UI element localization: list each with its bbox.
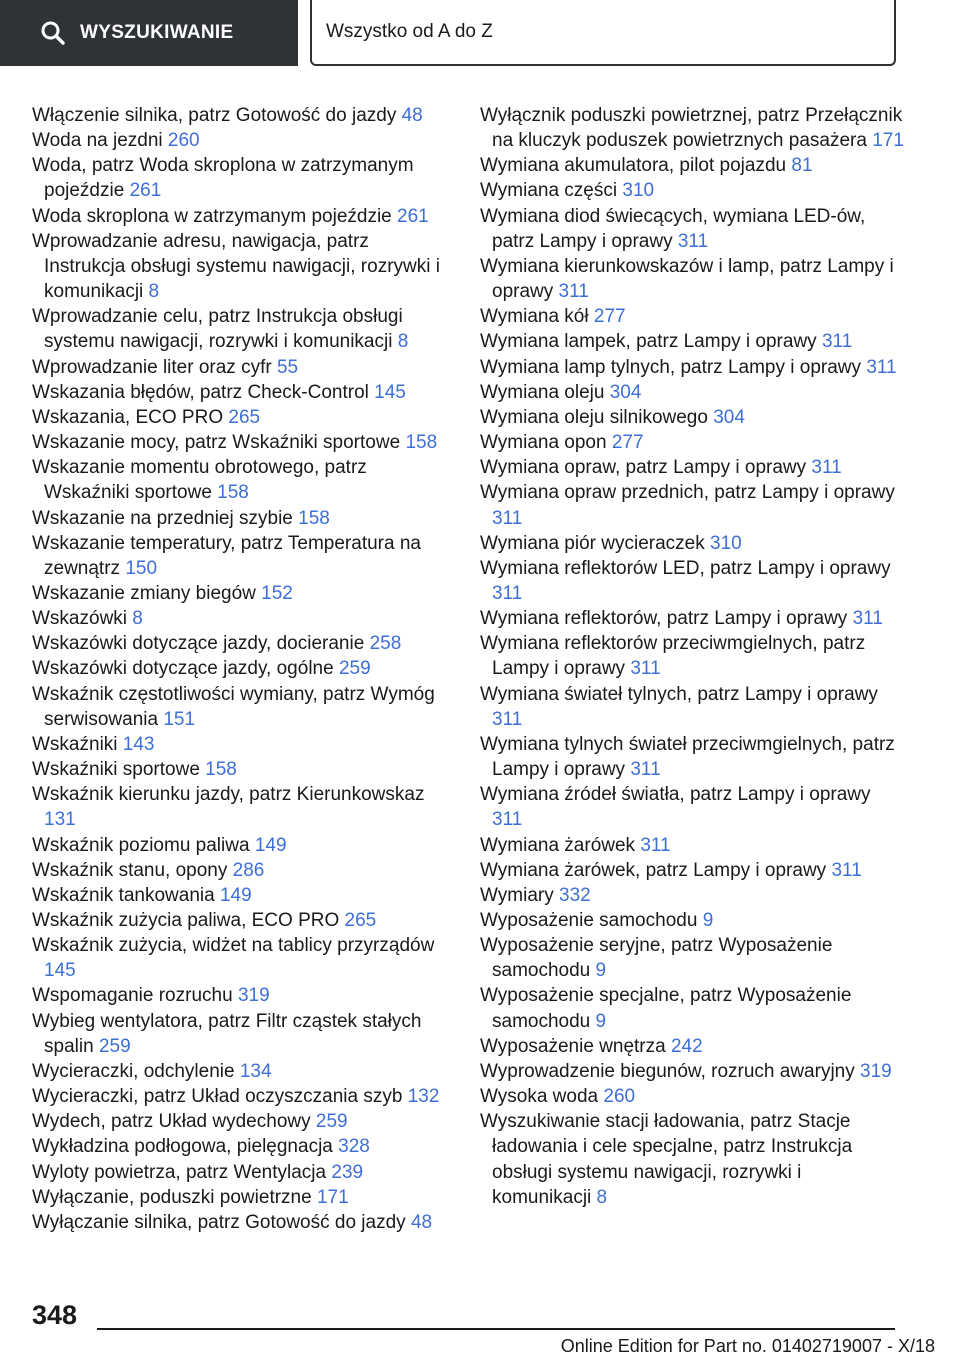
search-tab[interactable] [0,0,298,66]
page-reference-link[interactable]: 9 [595,960,607,982]
index-entry [480,430,905,455]
index-entry [480,355,905,380]
index-entry [480,405,905,430]
edition-footer: Online Edition for Part no. 01402719007 - X/18 [560,1336,935,1356]
index-entry-text: Wyłączanie, poduszki powietrzne [32,1186,312,1208]
index-entry [32,506,452,531]
index-entry-text: Wymiary [480,884,554,906]
index-entry-text: Wprowadzanie celu, patrz Instrukcja obsługi systemu nawigacji, rozrywki i komunikacji [32,306,403,353]
index-entry-text: Woda, patrz Woda skroplona w zatrzymanym pojeździe [32,155,414,202]
page-reference-link[interactable]: 311 [630,658,661,680]
index-entry-text: Wymiana lamp tylnych, patrz Lampy i oprawy [480,356,862,378]
page-reference-link[interactable]: 258 [369,633,402,655]
index-entry-text: Wskaźnik zużycia, widżet na tablicy przyrządów [32,935,435,957]
page-reference-link[interactable]: 261 [397,205,429,227]
index-entry [480,983,905,1033]
page-reference-link[interactable]: 239 [331,1161,364,1183]
index-entry-text: Woda skroplona w zatrzymanym pojeździe [32,205,392,227]
index-entry [480,531,905,556]
index-entry [480,933,905,983]
search-icon [40,20,66,46]
page-reference-link[interactable]: 319 [237,985,270,1007]
index-entry [32,1009,452,1059]
index-entry-text: Wskazanie na przedniej szybie [32,507,293,529]
index-entry [32,405,452,430]
index-entry-text: Wspomaganie rozruchu [32,985,233,1007]
index-entry-text: Wyprowadzenie biegunów, rozruch awaryjny [480,1060,855,1082]
index-entry [480,732,905,782]
index-column-left [32,103,452,1235]
index-entry [32,682,452,732]
page-reference-link[interactable]: 9 [702,910,714,931]
index-entry [480,103,905,153]
index-entry-text: Wyszukiwanie stacji ładowania, patrz Stacje ładowania i cele specjalne, patrz Instrukcja obsługi systemu nawigacji, rozrywki i komunikacji [480,1111,853,1208]
index-entry [32,304,452,354]
index-entry [32,631,452,656]
page-reference-link[interactable]: 259 [315,1111,348,1133]
index-entry [480,304,905,329]
index-entry [32,531,452,581]
page-reference-link[interactable]: 149 [254,834,287,856]
index-entry-text: Wymiana świateł tylnych, patrz Lampy i oprawy [480,683,878,705]
page-reference-link[interactable]: 152 [261,582,293,604]
index-entry [32,355,452,380]
footer-divider [97,1328,895,1330]
index-entry-text: Wskaźnik tankowania [32,884,215,906]
index-entry-text: Wybieg wentylatora, patrz Filtr cząstek stałych spalin [32,1010,422,1057]
page-number: 348 [32,1300,78,1330]
index-entry-text: Wyposażenie seryjne, patrz Wyposażenie samochodu [480,935,833,982]
index-entry [480,556,905,606]
page-reference-link[interactable]: 311 [630,759,661,781]
index-entry [32,128,452,153]
page-reference-link[interactable]: 134 [239,1060,272,1082]
index-entry [32,883,452,908]
a-to-z-tab-label: Wszystko od A do Z [326,21,493,42]
index-entry-text: Wymiana reflektorów LED, patrz Lampy i oprawy [480,557,891,579]
index-entry-text: Wskazówki [32,608,128,630]
page-reference-link[interactable]: 311 [821,331,853,353]
page-reference-link[interactable]: 8 [596,1186,608,1208]
index-entry [480,782,905,832]
page-reference-link[interactable]: 48 [401,105,423,126]
page-reference-link[interactable]: 332 [559,884,591,906]
page-reference-link[interactable]: 319 [860,1060,892,1082]
page-reference-link[interactable]: 259 [98,1035,131,1057]
index-entry [32,430,452,455]
index-entry [480,380,905,405]
page-reference-link[interactable]: 311 [558,281,589,303]
page-reference-link[interactable]: 311 [492,708,523,730]
index-entry-text: Wymiana części [480,180,618,202]
index-entry-text: Wymiana tylnych świateł przeciwmgielnych, patrz Lampy i oprawy [480,733,895,781]
page-reference-link[interactable]: 277 [611,432,644,454]
index-entry [480,833,905,858]
page-reference-link[interactable]: 145 [374,381,406,403]
index-entry-text: Wskaźnik stanu, opony [32,859,228,881]
index-entry-text: Wskazówki dotyczące jazdy, docieranie [32,633,365,655]
page-reference-link[interactable]: 310 [710,532,742,554]
index-entry [480,631,905,681]
page-reference-link[interactable]: 260 [603,1086,636,1108]
index-entry [32,455,452,505]
index-entry-text: Wyposażenie wnętrza [480,1035,666,1057]
index-entry-text: Wymiana oleju [480,381,605,403]
page-reference-link[interactable]: 8 [132,608,143,630]
index-entry [32,204,452,229]
page-reference-link[interactable]: 311 [831,859,862,881]
page-reference-link[interactable]: 311 [811,457,842,479]
index-entry [480,455,905,480]
search-tab-label: WYSZUKIWANIE [80,22,234,43]
page-reference-link[interactable]: 55 [276,356,299,378]
page-reference-link[interactable]: 132 [407,1086,440,1108]
index-entry-text: Wskaźniki [32,733,118,755]
index-entry-text: Wskazanie temperatury, patrz Temperatura na zewnątrz [32,532,421,579]
index-entry [32,606,452,631]
index-entry [32,380,452,405]
index-entry [32,833,452,858]
index-entry [480,1109,905,1210]
page-reference-link[interactable]: 145 [44,960,76,982]
header-bar [0,0,960,66]
page-reference-link[interactable]: 311 [677,230,709,252]
index-entry [32,153,452,203]
index-entry-text: Wymiana opon [480,432,607,454]
page-reference-link[interactable]: 277 [593,306,626,328]
index-entry [480,1059,905,1084]
index-entry-text: Wymiana diod świecących, wymiana LED-ów, patrz Lampy i oprawy [480,205,866,252]
index-entry [480,204,905,254]
index-entry-text: Wskazania, ECO PRO [32,406,224,428]
index-entry-text: Woda na jezdni [32,130,163,152]
index-entry-text: Wyposażenie specjalne, patrz Wyposażenie samochodu [480,985,852,1032]
page-reference-link[interactable]: 304 [713,406,745,428]
index-entry-text: Wskaźniki sportowe [32,759,200,781]
page-reference-link[interactable]: 131 [44,809,76,831]
index-entry-text: Wskazania błędów, patrz Check-Control [32,381,369,403]
index-entry [32,1109,452,1134]
page-reference-link[interactable]: 158 [298,507,330,529]
index-entry [480,153,905,178]
index-entry [32,933,452,983]
index-entry-text: Wskaźnik zużycia paliwa, ECO PRO [32,910,340,931]
page-reference-link[interactable]: 259 [338,658,371,680]
page-reference-link[interactable]: 242 [670,1035,703,1057]
index-entry [480,883,905,908]
index-entry [32,656,452,681]
page-reference-link[interactable]: 311 [866,356,897,378]
page-reference-link[interactable]: 171 [872,130,904,152]
index-entry [480,682,905,732]
index-entry-text: Wymiana żarówek [480,834,636,856]
index-entry-text: Wycieraczki, patrz Układ oczyszczania szyb [32,1086,403,1108]
index-entry [480,858,905,883]
page-reference-link[interactable]: 48 [410,1211,433,1233]
index-entry [32,858,452,883]
index-entry-text: Wymiana opraw przednich, patrz Lampy i oprawy [480,482,895,504]
index-entry-text: Wymiana piór wycieraczek [480,532,705,554]
page-reference-link[interactable]: 311 [640,834,671,856]
page-reference-link[interactable]: 9 [595,1010,607,1032]
index-entry-text: Wymiana źródeł światła, patrz Lampy i oprawy [480,784,871,806]
index-entry-text: Wyłącznik poduszki powietrznej, patrz Przełącznik na kluczyk poduszek powietrznych pasażera [480,105,903,152]
page-reference-link[interactable]: 310 [622,180,655,202]
index-entry-text: Wskazanie momentu obrotowego, patrz Wskaźniki sportowe [32,457,367,504]
index-entry [32,1084,452,1109]
index-entry [32,908,452,933]
index-entry-text: Wymiana reflektorów, patrz Lampy i oprawy [480,608,848,630]
index-entry [32,782,452,832]
index-entry-text: Wprowadzanie adresu, nawigacja, patrz Instrukcja obsługi systemu nawigacji, rozrywki i komunikacji [32,230,440,303]
index-entry [480,254,905,304]
index-entry [32,983,452,1008]
page-reference-link[interactable]: 81 [791,155,813,177]
page-reference-link[interactable]: 261 [129,180,162,202]
index-entry [480,908,905,933]
index-entry-text: Wskazówki dotyczące jazdy, ogólne [32,658,334,680]
a-to-z-tab[interactable] [310,0,896,66]
page-reference-link[interactable]: 286 [232,859,265,881]
page-reference-link[interactable]: 158 [405,432,438,454]
index-entry-text: Wymiana kół [480,306,589,328]
index-entry-text: Wymiana kierunkowskazów i lamp, patrz Lampy i oprawy [480,255,894,303]
index-entry [480,329,905,354]
page-reference-link[interactable]: 171 [316,1186,349,1208]
index-entry-text: Wyposażenie samochodu [480,910,698,931]
page-reference-link[interactable]: 149 [219,884,252,906]
page-reference-link[interactable]: 328 [338,1136,370,1158]
page-reference-link[interactable]: 260 [167,130,200,152]
index-entry-text: Wskaźnik poziomu paliwa [32,834,250,856]
index-entry [32,1160,452,1185]
page-reference-link[interactable]: 311 [852,608,883,630]
page-reference-link[interactable]: 143 [122,733,155,755]
page-reference-link[interactable]: 158 [217,482,249,504]
index-entry [32,1185,452,1210]
page-reference-link[interactable]: 304 [609,381,642,403]
index-entry [32,757,452,782]
index-entry [480,178,905,203]
index-entry-text: Wymiana reflektorów przeciwmgielnych, patrz Lampy i oprawy [480,633,866,680]
index-entry-text: Wymiana opraw, patrz Lampy i oprawy [480,457,807,479]
index-entry [480,1034,905,1059]
index-entry [32,732,452,757]
page-reference-link[interactable]: 311 [492,582,523,604]
page-reference-link[interactable]: 311 [492,809,523,831]
index-entry-text: Wymiana lampek, patrz Lampy i oprawy [480,331,817,353]
index-entry [480,1084,905,1109]
index-entry-text: Wykładzina podłogowa, pielęgnacja [32,1136,333,1158]
index-entry [32,581,452,606]
page-reference-link[interactable]: 158 [205,759,237,781]
index-entry-text: Wymiana akumulatora, pilot pojazdu [480,155,787,177]
index-entry [32,1134,452,1159]
page-reference-link[interactable]: 265 [228,406,261,428]
index-entry-text: Wskaźnik kierunku jazdy, patrz Kierunkowskaz [32,784,425,806]
index-entry [32,229,452,304]
index-entry [32,103,452,128]
page-reference-link[interactable]: 265 [344,910,377,931]
index-entry [32,1210,452,1235]
index-column-right [480,103,905,1210]
index-entry-text: Wymiana oleju silnikowego [480,406,708,428]
page-reference-link[interactable]: 151 [163,708,196,730]
index-entry [480,480,905,530]
index-entry [32,1059,452,1084]
index-entry-text: Wyloty powietrza, patrz Wentylacja [32,1161,327,1183]
index-entry-text: Wprowadzanie liter oraz cyfr [32,356,272,378]
index-entry-text: Wskazanie mocy, patrz Wskaźniki sportowe [32,432,401,454]
index-entry-text: Wymiana żarówek, patrz Lampy i oprawy [480,859,827,881]
index-entry-text: Wysoka woda [480,1086,599,1108]
page-reference-link[interactable]: 8 [148,281,160,303]
page-reference-link[interactable]: 8 [397,331,409,353]
index-entry-text: Wyłączanie silnika, patrz Gotowość do jazdy [32,1211,406,1233]
index-entry-text: Wycieraczki, odchylenie [32,1060,235,1082]
index-entry-text: Wydech, patrz Układ wydechowy [32,1111,311,1133]
index-entry-text: Wskaźnik częstotliwości wymiany, patrz Wymóg serwisowania [32,683,435,730]
page-reference-link[interactable]: 311 [492,507,523,529]
page-reference-link[interactable]: 150 [125,557,158,579]
index-entry-text: Włączenie silnika, patrz Gotowość do jazdy [32,105,397,126]
index-entry [480,606,905,631]
index-entry-text: Wskazanie zmiany biegów [32,582,256,604]
